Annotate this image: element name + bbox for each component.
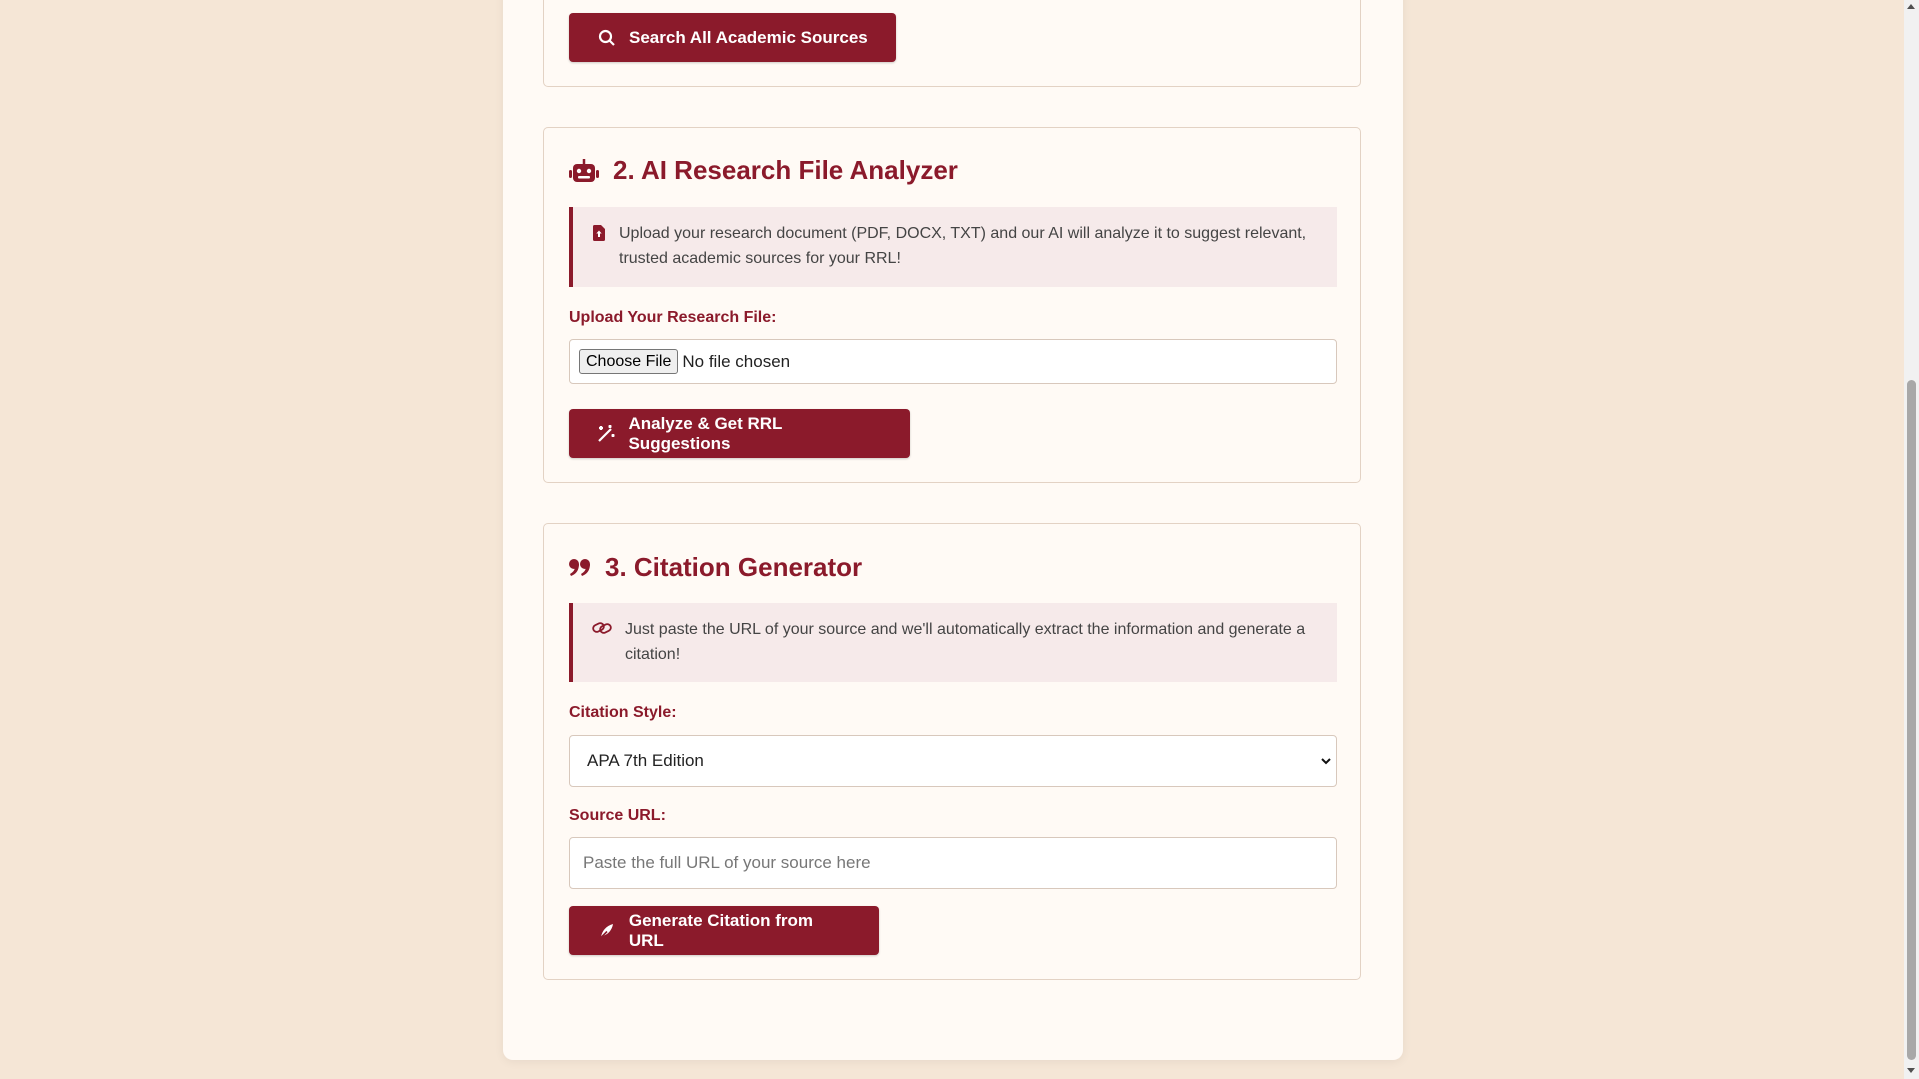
file-analyzer-section [543,127,1361,483]
search-section [543,0,1361,87]
file-upload-icon [589,225,609,241]
source-url-input[interactable] [569,837,1337,889]
robot-icon [569,158,599,184]
citation-title-text: 3. Citation Generator [605,552,863,582]
choose-file-button[interactable]: Choose File [579,349,678,374]
link-icon [589,621,615,635]
search-button-label: Search All Academic Sources [629,27,868,47]
analyzer-info-box [569,207,1337,287]
scroll-up-arrow-icon[interactable] [1907,4,1915,9]
generate-button-label: Generate Citation from URL [628,910,814,950]
citation-info-text: Just paste the URL of your source and we'll automatically extract the information and generate a citation! [625,621,1306,663]
quote-icon [569,559,591,577]
citation-generator-section [543,523,1361,980]
citation-style-label: Citation Style: [569,704,677,721]
source-url-label: Source URL: [569,807,666,824]
scrollbar-thumb[interactable] [1907,380,1916,1060]
upload-file-label: Upload Your Research File: [569,309,777,326]
magic-wand-icon [597,424,616,444]
citation-section-title [569,552,862,583]
source-url-placeholder: Paste the full URL of your source here [583,853,871,872]
analyze-rrl-button[interactable] [569,409,910,458]
chevron-down-icon [1320,755,1332,767]
generate-citation-button[interactable] [569,906,879,955]
feather-pen-icon [597,921,617,941]
citation-style-select[interactable] [569,735,1337,787]
research-file-input[interactable] [569,339,1337,384]
citation-style-value: APA 7th Edition [587,751,704,770]
search-icon [597,28,617,48]
analyzer-info-text: Upload your research document (PDF, DOCX, TXT) and our AI will analyze it to suggest relevant, trusted academic sources for your RRL! [619,225,1307,267]
file-status-text: No file chosen [682,351,791,371]
analyzer-section-title [569,155,958,186]
scroll-down-arrow-icon[interactable] [1907,1068,1915,1073]
analyzer-title-text: 2. AI Research File Analyzer [613,155,958,185]
citation-info-box [569,603,1337,682]
analyze-button-label: Analyze & Get RRL Suggestions [628,413,783,453]
search-all-sources-button[interactable] [569,13,896,62]
page-scrollbar[interactable] [1904,0,1919,1079]
